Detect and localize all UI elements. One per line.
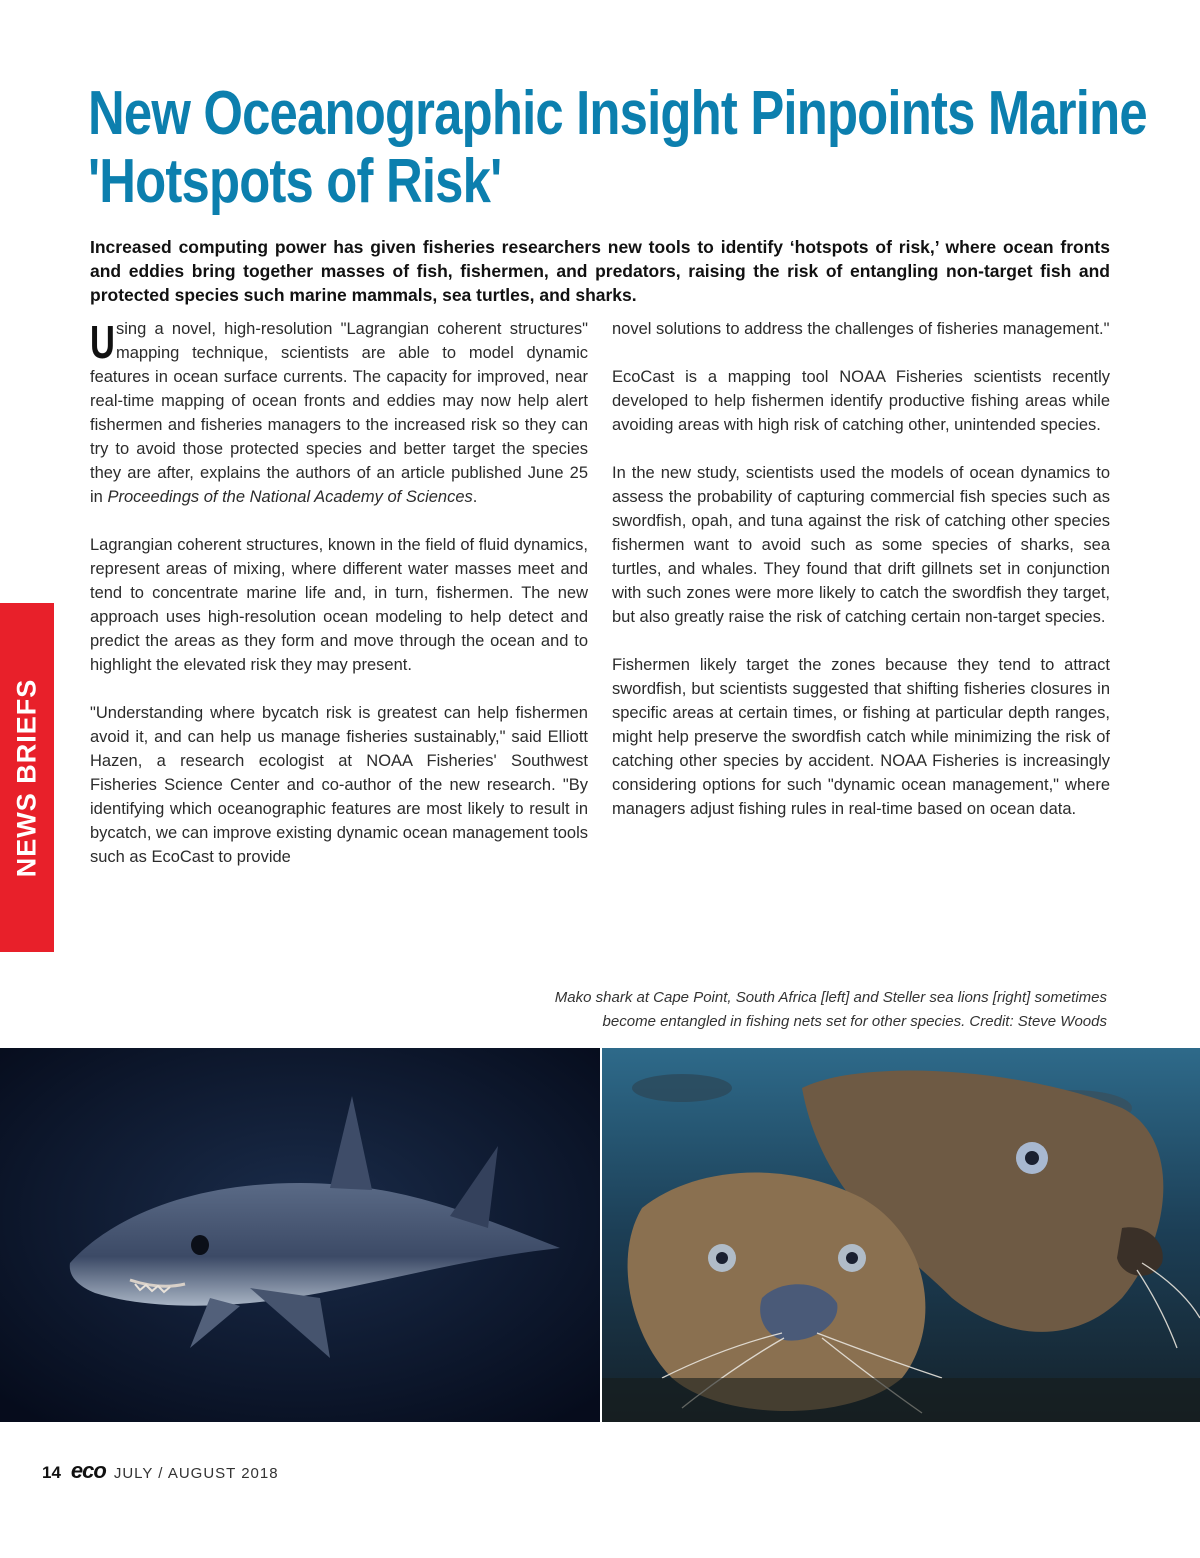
body-paragraph-6: In the new study, scientists used the models of ocean dynamics to assess the probability of capturing commercial fish species such as swordfish, opah, and tuna against the risk of catching other species fishermen want to avoid such as some species of sharks, sea turtles, and whales. They found that drift gillnets set in conjunction with such zones were more likely to catch the swordfish they target, but also greatly raise the risk of catching certain non-target species. (612, 464, 1110, 626)
right-column (612, 317, 1110, 845)
section-tab-label: NEWS BRIEFS (11, 678, 42, 878)
issue-date: JULY / AUGUST 2018 (113, 1465, 279, 1482)
journal-name: Proceedings of the National Academy of Sciences (107, 488, 473, 506)
drop-cap: U (90, 316, 115, 368)
caption-line-1: Mako shark at Cape Point, South Africa [left] and Steller sea lions [right] sometimes (554, 989, 1107, 1006)
body-paragraph-3: "Understanding where bycatch risk is greatest can help fishermen avoid it, and can help us manage fisheries sustainably," said Elliott Hazen, a research ecologist at NOAA Fisheries' Southwest Fisheries Science Center and co-author of the new research. "By identifying which oceanographic features are most likely to result in bycatch, we can improve existing dynamic ocean management tools such as EcoCast to provide (90, 704, 589, 866)
page-number: 14 (42, 1463, 61, 1482)
mako-shark-illustration (0, 1048, 600, 1422)
title-line-1: New Oceanographic Insight Pinpoints Marine (88, 79, 1147, 148)
body-paragraph-4: novel solutions to address the challenges of fisheries management." (612, 320, 1110, 338)
body-paragraph-2: Lagrangian coherent structures, known in the field of fluid dynamics, represent areas of mixing, where different water masses meet and tend to concentrate marine life and, in turn, fishermen. The new approach uses high-resolution ocean modeling to help detect and predict the areas as they form and move through the ocean and to highlight the elevated risk they may present. (90, 536, 588, 674)
page-footer (42, 1458, 279, 1484)
left-column (90, 317, 588, 893)
photo-caption (420, 986, 1107, 1034)
body-paragraph-1-text: sing a novel, high-resolution "Lagrangian coherent structures" mapping technique, scientists are able to model dynamic features in ocean surface currents. The capacity for improved, near real-time mapping of ocean fronts and eddies may now help alert fishermen and fisheries managers to the increased risk so they can try to avoid those protected species and better target the species they are after, explains the authors of an article published June 25 in (90, 320, 588, 506)
body-paragraph-7: Fishermen likely target the zones because they tend to attract swordfish, but scientists suggested that shifting fisheries closures in specific areas at certain times, or fishing at particular depth ranges, might help preserve the swordfish catch while minimizing the risk of catching other species by accident. NOAA Fisheries is increasingly considering options for such "dynamic ocean management," where managers adjust fishing rules in real-time based on ocean data. (612, 656, 1110, 818)
mako-shark-photo (0, 1048, 600, 1422)
article-deck: Increased computing power has given fisheries researchers new tools to identify ‘hotspots of risk,’ where ocean fronts and eddies bring together masses of fish, fishermen, and predators, raising the risk of entangling non-target fish and protected species such marine mammals, sea turtles, and sharks. (90, 237, 1110, 305)
body-paragraph-5: EcoCast is a mapping tool NOAA Fisheries scientists recently developed to help fishermen identify productive fishing areas while avoiding areas with high risk of catching other, unintended species. (612, 368, 1110, 434)
body-paragraph-1 (90, 317, 588, 509)
eco-logo: eco (70, 1458, 106, 1483)
body-paragraph-1-end: . (472, 488, 478, 506)
section-tab (0, 603, 54, 952)
article-title (88, 79, 1147, 216)
title-line-2: 'Hotspots of Risk' (88, 147, 502, 216)
sea-lions-illustration (602, 1048, 1200, 1422)
sea-lions-photo (602, 1048, 1200, 1422)
caption-line-2: become entangled in fishing nets set for other species. Credit: Steve Woods (602, 1013, 1107, 1030)
